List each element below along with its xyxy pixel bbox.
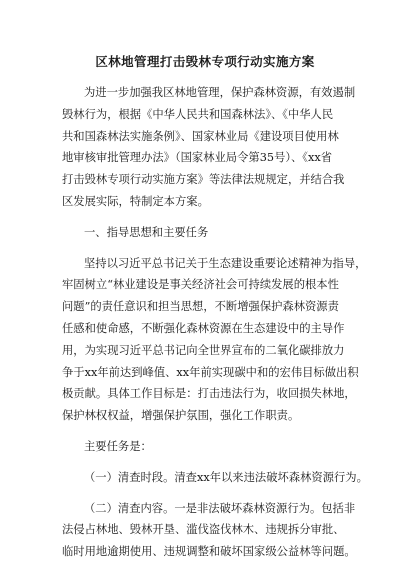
text-line: （一）清查时段。清查xx年以来违法破坏森林资源行为。: [84, 470, 368, 484]
text-line: 任感和使命感，不断强化森林资源在生态建设中的主导作: [62, 321, 345, 335]
text-line: 法侵占林地、毁林开垦、滥伐盗伐林木、违规拆分审批、: [62, 523, 345, 537]
section-heading: [62, 222, 358, 244]
text-line: 区发展实际，特制定本方案。: [62, 194, 209, 208]
text-line: 一、指导思想和主要任务: [84, 225, 209, 239]
text-line: 地审核审批管理办法》（国家林业局令第35号）、《xx省: [62, 151, 332, 165]
paragraph-guiding-thought: [62, 253, 367, 427]
document-body: [62, 82, 368, 563]
text-line: 用，为实现习近平总书记向全世界宣布的二氧化碳排放力: [62, 343, 345, 357]
main-tasks-label: [62, 436, 358, 458]
text-line: 坚持以习近平总书记关于生态建设重要论述精神为指导，: [84, 256, 367, 270]
text-line: （二）清查内容。一是非法破坏森林资源行为。包括非: [84, 501, 356, 515]
text-line: 毁林行为，根据《中华人民共和国森林法》、《中华人民: [62, 107, 334, 121]
document-title: 区林地管理打击毁林专项行动实施方案: [95, 54, 315, 69]
text-line: 为进一步加强我区林地管理，保护森林资源，有效遏制: [84, 86, 356, 99]
task-item-period: [62, 467, 368, 489]
text-line: 牢固树立“林业建设是事关经济社会可持续发展的根本性: [62, 278, 339, 292]
text-line: 争于xx年前达到峰值、xx年前实现碳中和的宏伟目标做出积: [62, 365, 359, 379]
task-item-content: [62, 498, 358, 563]
text-line: 临时用地逾期使用、违规调整和破坏国家级公益林等问题。: [62, 545, 356, 559]
text-line: 极贡献。具体工作目标是：打击违法行为，收回损失林地，: [62, 387, 356, 401]
text-line: 问题”的责任意识和担当思想，不断增强保护森林资源责: [62, 300, 339, 314]
text-line: 打击毁林专项行动实施方案》等法律法规规定，并结合我: [62, 173, 345, 187]
paragraph-intro: [62, 82, 358, 213]
text-line: 主要任务是：: [84, 439, 152, 453]
text-line: 保护林权权益，增强保护氛围，强化工作职责。: [62, 409, 300, 423]
text-line: 共和国森林法实施条例》、国家林业局《建设项目使用林: [62, 129, 339, 143]
